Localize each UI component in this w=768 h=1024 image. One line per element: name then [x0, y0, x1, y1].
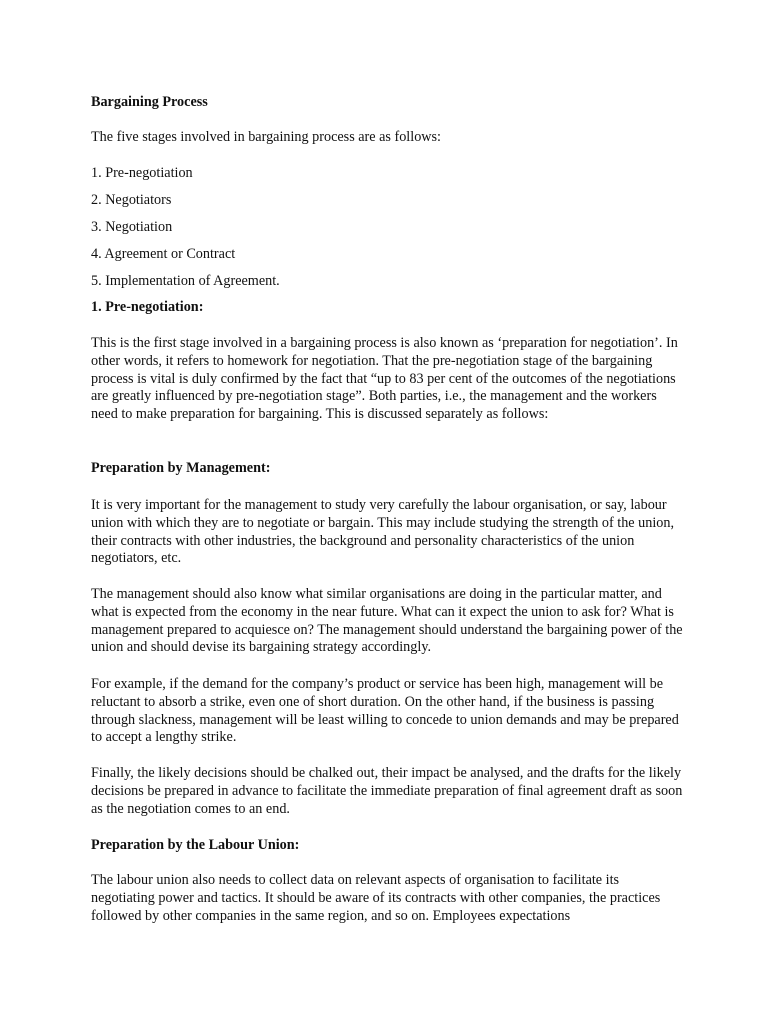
paragraph-management-1: It is very important for the management to study very carefully the labour organisation, or say, labour union with which they are to negotiate or bargain. This may include studying the strength of the union, their contracts with other industries, the background and personality characteristics of the union negotiators, etc.: [91, 497, 675, 567]
stage-item-2: 2. Negotiators: [91, 192, 172, 208]
section-heading-labour-union: Preparation by the Labour Union:: [91, 837, 300, 853]
section-heading-management: Preparation by Management:: [91, 460, 271, 476]
paragraph-pre-negotiation: This is the first stage involved in a bargaining process is also known as ‘preparation for negotiation’. In other words, it refers to homework for negotiation. That the pre-negotiation stage of the bargaining process is vital is duly confirmed by the fact that “up to 83 per cent of the outcomes of the negotiations are greatly influenced by pre-negotiation stage”. Both parties, i.e., the management and the workers need to make preparation for bargaining. This is discussed separately as follows:: [91, 335, 678, 423]
paragraph-management-4: Finally, the likely decisions should be chalked out, their impact be analysed, and the drafts for the likely decisions be prepared in advance to facilitate the immediate preparation of final agreement draft as soon as the negotiation comes to an end.: [91, 765, 683, 817]
intro-text: The five stages involved in bargaining process are as follows:: [91, 129, 441, 145]
paragraph-management-2: The management should also know what similar organisations are doing in the particular matter, and what is expected from the economy in the near future. What can it expect the union to ask for? What is management prepared to acquiesce on? The management should understand the bargaining power of the union and should devise its bargaining strategy accordingly.: [91, 586, 683, 656]
paragraph-management-3: For example, if the demand for the company’s product or service has been high, management will be reluctant to absorb a strike, even one of short duration. On the other hand, if the business is passing through slackness, management will be least willing to concede to union demands and may be prepared to accept a lengthy strike.: [91, 676, 679, 746]
stage-item-4: 4. Agreement or Contract: [91, 246, 236, 262]
section-heading-pre-negotiation: 1. Pre-negotiation:: [91, 299, 204, 315]
stage-item-1: 1. Pre-negotiation: [91, 165, 193, 181]
document-title: Bargaining Process: [91, 94, 208, 110]
stage-item-5: 5. Implementation of Agreement.: [91, 273, 280, 289]
paragraph-labour-union: The labour union also needs to collect data on relevant aspects of organisation to facilitate its negotiating power and tactics. It should be aware of its contracts with other companies, the practices followed by other companies in the same region, and so on. Employees expectations: [91, 872, 661, 924]
stage-item-3: 3. Negotiation: [91, 219, 173, 235]
